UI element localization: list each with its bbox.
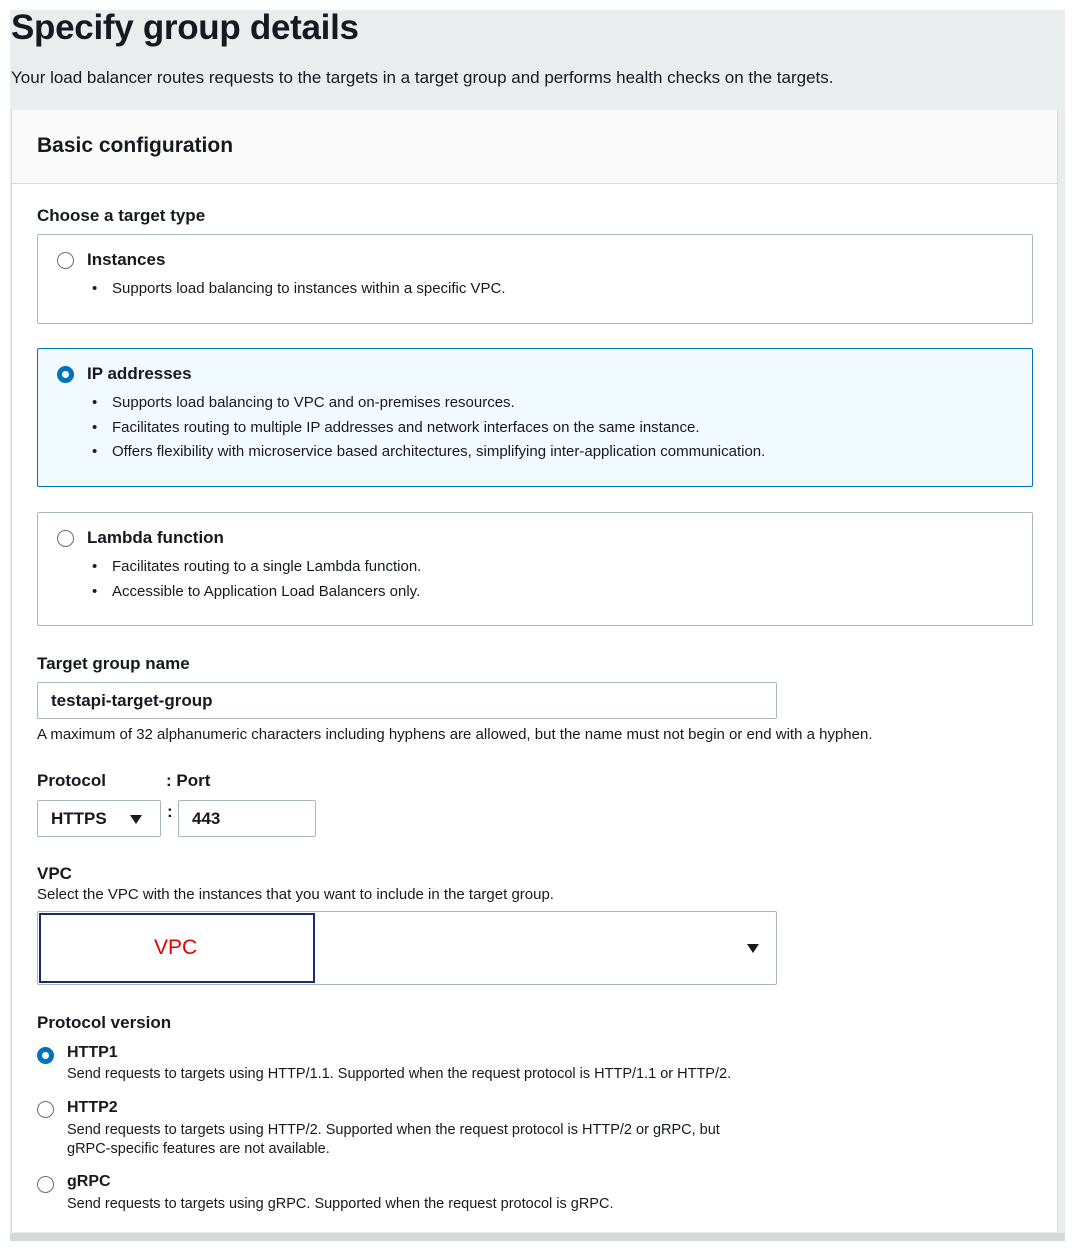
target-type-tile-lambda[interactable] [37,512,1033,626]
protocol-version-desc: Send requests to targets using HTTP/1.1. Supported when the request protocol is HTTP/1.1 or HTTP/2. [67,1066,732,1082]
radio-http2[interactable] [37,1101,54,1118]
tile-bullet: • Supports load balancing to VPC and on-premises resources. [112,394,515,411]
protocol-label: Protocol [37,771,106,790]
page-description: Your load balancer routes requests to the targets in a target group and performs health checks on the targets. [11,68,834,87]
protocol-version-desc: Send requests to targets using HTTP/2. Supported when the request protocol is HTTP/2 or gRPC, but [67,1122,720,1138]
target-group-name-hint: A maximum of 32 alphanumeric characters including hyphens are allowed, but the name must not begin or end with a hyphen. [37,726,873,743]
tile-bullet: • Accessible to Application Load Balancers only. [112,583,420,600]
vpc-value-box [39,913,315,983]
protocol-version-title: HTTP1 [67,1044,118,1061]
target-type-label: Choose a target type [37,206,206,225]
page-title: Specify group details [11,8,359,47]
target-type-tile-ip-addresses[interactable] [37,348,1033,487]
protocol-select[interactable] [37,800,161,837]
tile-bullet: • Offers flexibility with microservice based architectures, simplifying inter-application communication. [112,443,765,460]
tile-title: Lambda function [87,528,224,547]
protocol-version-title: gRPC [67,1173,111,1190]
protocol-version-desc: Send requests to targets using gRPC. Supported when the request protocol is gRPC. [67,1196,614,1212]
protocol-port-separator: : [167,802,173,821]
vpc-value: VPC [154,936,198,959]
tile-title: Instances [87,250,166,269]
caret-down-icon [130,815,142,824]
radio-http1[interactable] [37,1047,54,1064]
tile-bullet: • Supports load balancing to instances within a specific VPC. [112,280,506,297]
radio-lambda[interactable] [57,530,74,547]
panel-header [12,110,1057,184]
caret-down-icon [747,944,759,953]
basic-configuration-panel [11,110,1058,1232]
protocol-value: HTTPS [51,809,107,828]
tile-title: IP addresses [87,364,192,383]
target-group-name-value: testapi-target-group [51,691,213,710]
panel-title: Basic configuration [37,134,234,157]
protocol-version-title: HTTP2 [67,1099,118,1116]
tile-bullet: • Facilitates routing to a single Lambda function. [112,558,421,575]
radio-grpc[interactable] [37,1176,54,1193]
port-label: : Port [166,771,211,790]
radio-instances[interactable] [57,252,74,269]
bottom-divider [10,1233,1065,1241]
radio-ip-addresses[interactable] [57,366,74,383]
target-group-name-label: Target group name [37,654,190,673]
port-input[interactable] [178,800,316,837]
vpc-hint: Select the VPC with the instances that you want to include in the target group. [37,886,554,903]
target-type-tile-instances[interactable] [37,234,1033,324]
protocol-version-desc: gRPC-specific features are not available. [67,1141,330,1157]
port-value: 443 [192,809,221,828]
target-group-name-input[interactable] [37,682,777,719]
vpc-label: VPC [37,864,72,883]
protocol-version-label: Protocol version [37,1013,172,1032]
tile-bullet: • Facilitates routing to multiple IP addresses and network interfaces on the same instance. [112,419,700,436]
